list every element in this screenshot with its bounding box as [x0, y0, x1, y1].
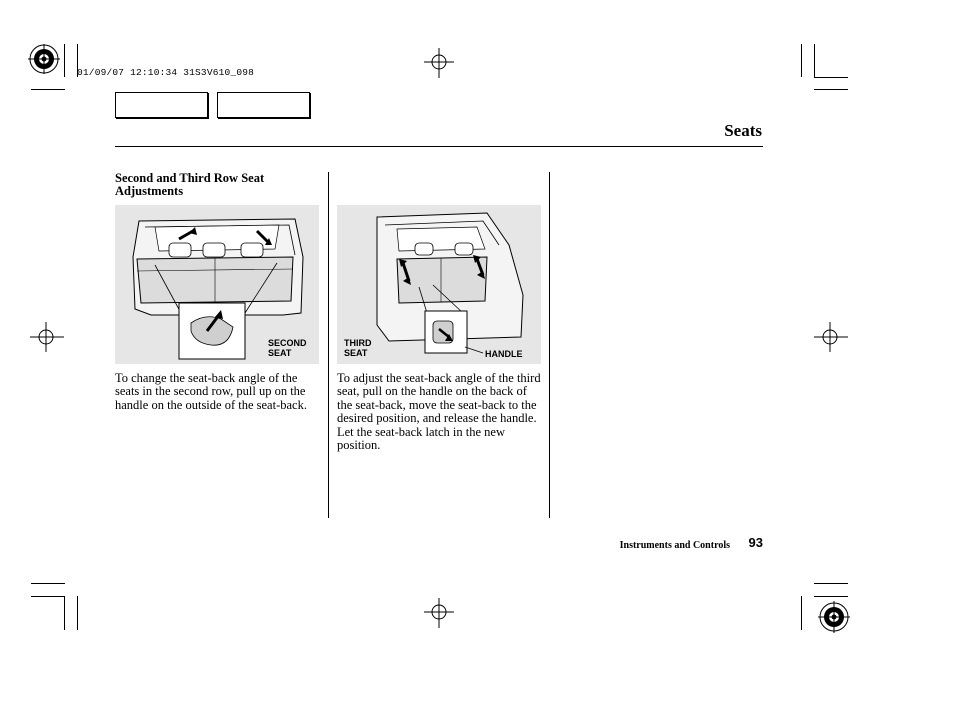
middle-body-text: To adjust the seat-back angle of the third seat, pull on the handle on the back of the seat-back, move the seat-back to the desired position, and release the handle. Let the seat-back latch in the new position.: [337, 371, 541, 453]
footer-section-name[interactable]: Instruments and Controls: [619, 540, 730, 551]
callout-second-seat: [268, 338, 307, 358]
nav-tab-box-2[interactable]: [217, 92, 310, 118]
callout-label: THIRD: [344, 338, 372, 348]
print-timestamp: 01/09/07 12:10:34 31S3V610_098: [77, 67, 255, 78]
left-body-text: To change the seat-back angle of the seats in the second row, pull up on the handle on the outside of the seat-back.: [115, 371, 307, 412]
nav-tab-box-1[interactable]: [115, 92, 208, 118]
column-divider: [328, 172, 329, 518]
callout-third-seat: [344, 338, 372, 358]
registration-target-icon: [28, 44, 64, 80]
third-row-seat-illustration: [337, 205, 541, 364]
callout-handle: HANDLE: [485, 349, 523, 359]
crosshair-icon: [814, 322, 848, 352]
column-divider: [549, 172, 550, 518]
crosshair-icon: [30, 322, 64, 352]
page-title: Seats: [724, 121, 762, 140]
crosshair-icon: [424, 598, 454, 628]
callout-label: SEAT: [344, 348, 368, 358]
callout-label: SEAT: [268, 348, 292, 358]
registration-target-icon: [816, 600, 852, 636]
title-rule: [115, 146, 763, 147]
second-row-seat-illustration: [115, 205, 319, 364]
page-number: 93: [748, 535, 763, 550]
section-heading: Second and Third Row Seat Adjustments: [115, 171, 265, 198]
crosshair-icon: [424, 48, 454, 78]
callout-label: SECOND: [268, 338, 307, 348]
